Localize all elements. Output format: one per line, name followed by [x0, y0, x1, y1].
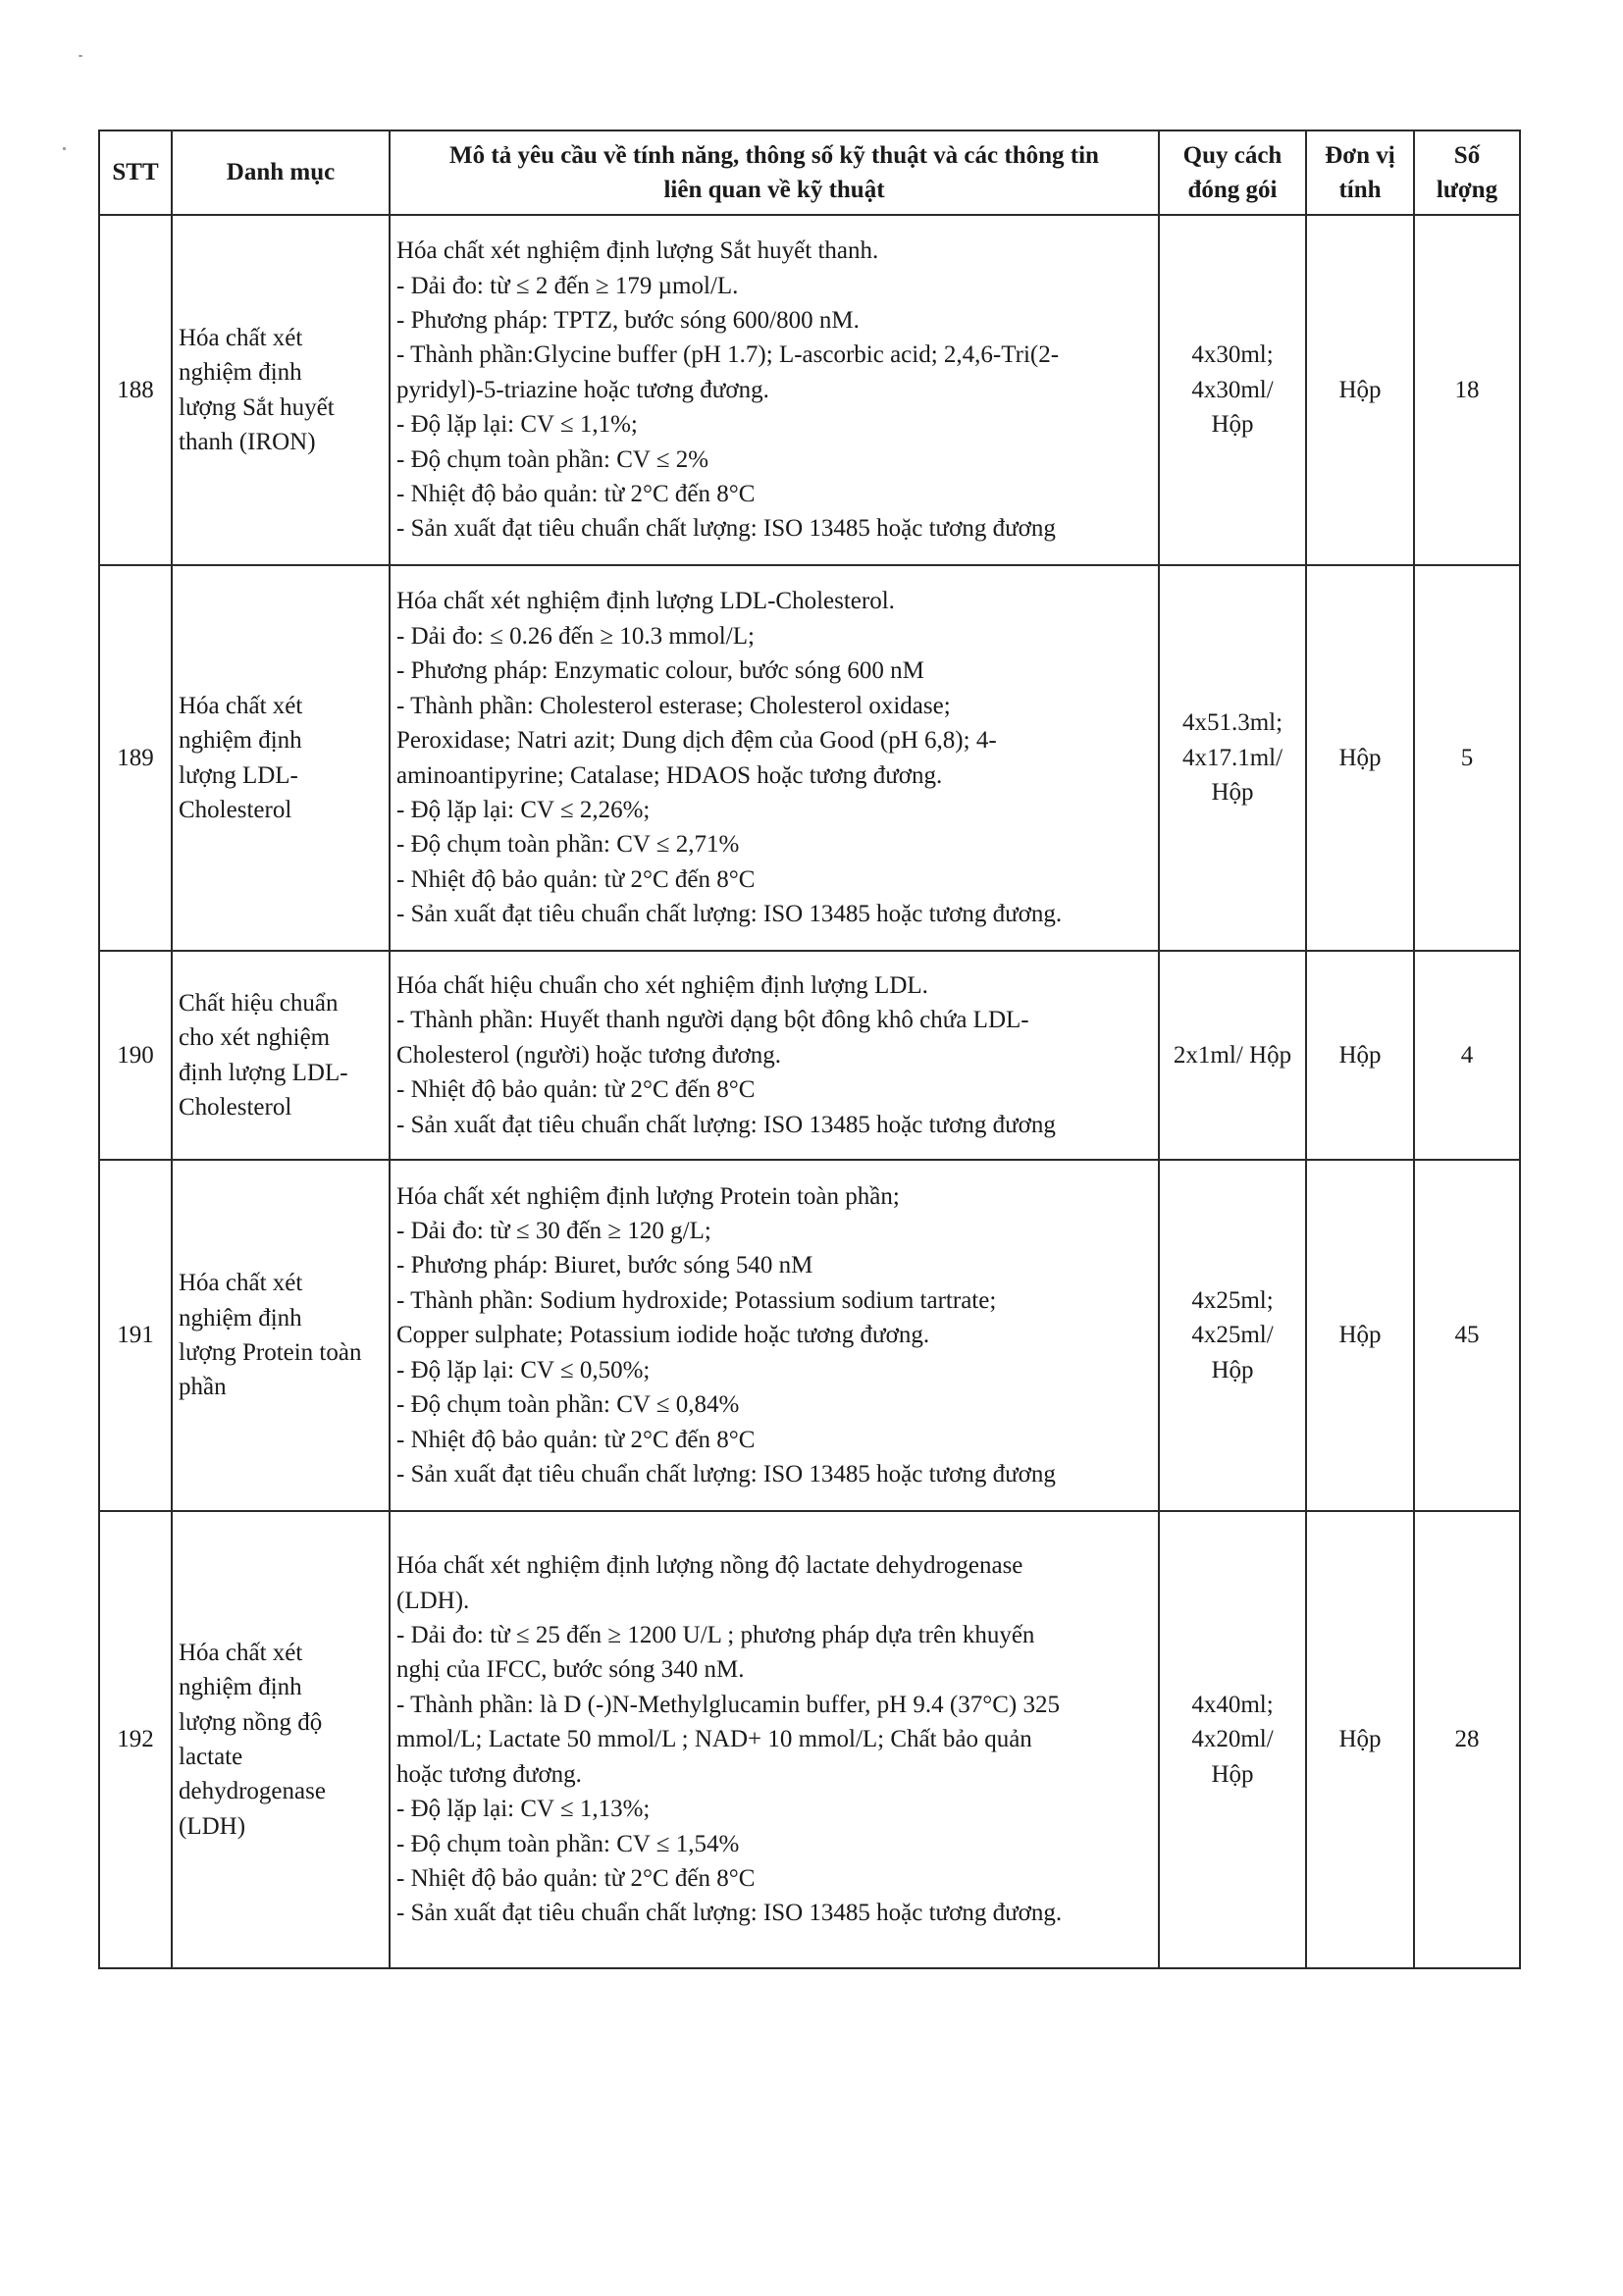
packaging-line: 4x51.3ml;: [1181, 709, 1283, 737]
packaging-line: 4x40ml;: [1191, 1691, 1274, 1718]
quantity-text: 45: [1454, 1322, 1480, 1349]
item-unit: [1306, 1511, 1414, 1968]
description-line: - Phương pháp: Enzymatic colour, bước sóng 600 nM: [396, 657, 924, 685]
row-number: [99, 951, 172, 1160]
packaging-line: 4x25ml/: [1191, 1322, 1274, 1349]
description-line: Peroxidase; Natri azit; Dung dịch đệm của Good (pH 6,8); 4-: [396, 727, 997, 755]
description-line: - Nhiệt độ bảo quản: từ 2°C đến 8°C: [396, 481, 756, 508]
description-line: - Sản xuất đạt tiêu chuẩn chất lượng: ISO 13485 hoặc tương đương.: [396, 901, 1063, 928]
item-name-line: Hóa chất xét: [179, 1270, 303, 1297]
item-name-line: nghiệm định: [179, 359, 302, 387]
item-unit: [1306, 951, 1414, 1160]
quantity-text: 18: [1454, 376, 1480, 403]
item-name: [172, 565, 390, 951]
description-line: Hóa chất xét nghiệm định lượng Sắt huyết thanh.: [396, 237, 879, 265]
item-name-line: lactate: [179, 1744, 243, 1770]
row-number-text: 189: [117, 744, 154, 771]
scan-speck: [79, 55, 82, 57]
item-name-line: lượng Sắt huyết: [179, 393, 335, 421]
quantity-text: 4: [1460, 1041, 1474, 1069]
specification-table: [98, 130, 1521, 1969]
item-packaging: [1159, 951, 1306, 1160]
packaging-line: Hộp: [1211, 411, 1254, 439]
description-line: - Độ lặp lại: CV ≤ 2,26%;: [396, 796, 651, 823]
description-line: Copper sulphate; Potassium iodide hoặc tương đương.: [396, 1322, 930, 1349]
description-line: - Dải đo: từ ≤ 25 đến ≥ 1200 U/L ; phương pháp dựa trên khuyến: [396, 1622, 1035, 1649]
unit-text: Hộp: [1338, 1322, 1382, 1349]
table-body: [99, 215, 1520, 1968]
item-description: [390, 951, 1159, 1160]
item-name-line: cho xét nghiệm: [179, 1024, 331, 1052]
item-name-line: nghiệm định: [179, 1304, 302, 1331]
header-row: [99, 130, 1520, 215]
quantity-text: 5: [1460, 744, 1474, 771]
description-line: - Thành phần: Sodium hydroxide; Potassium sodium tartrate;: [396, 1286, 997, 1314]
item-name: [172, 1160, 390, 1511]
description-line: - Độ chụm toàn phần: CV ≤ 1,54%: [396, 1830, 740, 1857]
header-name: Danh mục: [172, 130, 390, 215]
row-number: [99, 215, 172, 565]
row-number-text: 192: [117, 1726, 154, 1753]
item-name-line: lượng Protein toàn: [179, 1339, 362, 1366]
item-packaging: [1159, 565, 1306, 951]
item-name: [172, 951, 390, 1160]
packaging-line: Hộp: [1211, 1760, 1254, 1788]
description-line: - Thành phần: Cholesterol esterase; Cholesterol oxidase;: [396, 692, 951, 719]
description-line: - Sản xuất đạt tiêu chuẩn chất lượng: ISO 13485 hoặc tương đương.: [396, 1900, 1063, 1927]
item-name-line: Hóa chất xét: [179, 1639, 303, 1666]
item-description: [390, 215, 1159, 565]
item-quantity: [1414, 1511, 1520, 1968]
item-quantity: [1414, 951, 1520, 1160]
unit-text: Hộp: [1338, 1726, 1382, 1753]
description-line: - Dải đo: từ ≤ 2 đến ≥ 179 µmol/L.: [396, 272, 739, 299]
packaging-line: Hộp: [1211, 779, 1254, 807]
item-unit: [1306, 565, 1414, 951]
description-line: - Độ chụm toàn phần: CV ≤ 2%: [396, 445, 709, 473]
header-quantity: Số lượng: [1414, 130, 1520, 215]
description-line: - Nhiệt độ bảo quản: từ 2°C đến 8°C: [396, 1426, 756, 1453]
item-packaging: [1159, 215, 1306, 565]
description-line: hoặc tương đương.: [396, 1760, 582, 1788]
item-name-line: lượng LDL-: [179, 761, 298, 789]
item-name-line: nghiệm định: [179, 1674, 302, 1701]
table-row: [99, 951, 1520, 1160]
item-name-line: Chất hiệu chuẩn: [179, 989, 339, 1017]
description-line: aminoantipyrine; Catalase; HDAOS hoặc tương đương.: [396, 761, 943, 789]
item-quantity: [1414, 1160, 1520, 1511]
row-number-text: 190: [117, 1041, 154, 1069]
description-line: - Thành phần:Glycine buffer (pH 1.7); L-ascorbic acid; 2,4,6-Tri(2-: [396, 341, 1060, 369]
item-packaging: [1159, 1511, 1306, 1968]
packaging-line: 4x20ml/: [1191, 1726, 1274, 1753]
description-line: - Phương pháp: TPTZ, bước sóng 600/800 nM.: [396, 306, 860, 334]
description-line: Hóa chất xét nghiệm định lượng Protein toàn phần;: [396, 1182, 900, 1210]
item-name-line: lượng nồng độ: [179, 1708, 323, 1736]
item-name-line: Cholesterol: [179, 1093, 292, 1121]
row-number-text: 191: [117, 1322, 154, 1349]
item-name-line: dehydrogenase: [179, 1778, 326, 1805]
description-line: - Sản xuất đạt tiêu chuẩn chất lượng: ISO 13485 hoặc tương đương: [396, 1460, 1056, 1487]
description-line: - Độ lặp lại: CV ≤ 1,13%;: [396, 1796, 651, 1823]
description-line: - Độ chụm toàn phần: CV ≤ 2,71%: [396, 831, 740, 859]
packaging-line: 4x30ml/: [1191, 376, 1274, 403]
item-name-line: phần: [179, 1374, 227, 1401]
item-quantity: [1414, 215, 1520, 565]
description-line: Hóa chất xét nghiệm định lượng nồng độ lactate dehydrogenase: [396, 1552, 1023, 1580]
quantity-text: 28: [1454, 1726, 1480, 1753]
description-line: - Phương pháp: Biuret, bước sóng 540 nM: [396, 1252, 813, 1279]
packaging-line: 4x30ml;: [1191, 341, 1274, 369]
item-name-line: thanh (IRON): [179, 428, 316, 455]
item-unit: [1306, 215, 1414, 565]
packaging-line: 2x1ml/ Hộp: [1173, 1041, 1292, 1069]
scan-speck: [63, 147, 66, 150]
header-stt: STT: [99, 130, 172, 215]
row-number-text: 188: [117, 376, 154, 403]
description-line: - Độ lặp lại: CV ≤ 1,1%;: [396, 411, 638, 439]
description-line: mmol/L; Lactate 50 mmol/L ; NAD+ 10 mmol/L; Chất bảo quản: [396, 1726, 1032, 1753]
item-unit: [1306, 1160, 1414, 1511]
table-row: [99, 215, 1520, 565]
description-line: - Nhiệt độ bảo quản: từ 2°C đến 8°C: [396, 1076, 756, 1104]
item-name-line: Hóa chất xét: [179, 692, 303, 719]
description-line: - Độ lặp lại: CV ≤ 0,50%;: [396, 1356, 651, 1383]
item-name-line: Hóa chất xét: [179, 324, 303, 351]
table-row: [99, 565, 1520, 951]
description-line: - Sản xuất đạt tiêu chuẩn chất lượng: ISO 13485 hoặc tương đương: [396, 1111, 1056, 1138]
row-number: [99, 1160, 172, 1511]
unit-text: Hộp: [1338, 744, 1382, 771]
unit-text: Hộp: [1338, 1041, 1382, 1069]
description-line: nghị của IFCC, bước sóng 340 nM.: [396, 1656, 745, 1684]
description-line: - Nhiệt độ bảo quản: từ 2°C đến 8°C: [396, 1864, 756, 1892]
item-description: [390, 565, 1159, 951]
table-row: [99, 1160, 1520, 1511]
packaging-line: Hộp: [1211, 1356, 1254, 1383]
description-line: - Thành phần: Huyết thanh người dạng bột đông khô chứa LDL-: [396, 1007, 1029, 1034]
item-description: [390, 1160, 1159, 1511]
header-description: Mô tả yêu cầu về tính năng, thông số kỹ thuật và các thông tin liên quan về kỹ thuật: [390, 130, 1159, 215]
item-name-line: nghiệm định: [179, 727, 302, 755]
header-packaging: Quy cách đóng gói: [1159, 130, 1306, 215]
description-line: - Độ chụm toàn phần: CV ≤ 0,84%: [396, 1391, 740, 1419]
row-number: [99, 565, 172, 951]
description-line: Hóa chất xét nghiệm định lượng LDL-Cholesterol.: [396, 588, 895, 615]
description-line: pyridyl)-5-triazine hoặc tương đương.: [396, 376, 769, 403]
description-line: Cholesterol (người) hoặc tương đương.: [396, 1041, 782, 1069]
description-line: - Thành phần: là D (-)N-Methylglucamin buffer, pH 9.4 (37°C) 325: [396, 1691, 1060, 1718]
item-description: [390, 1511, 1159, 1968]
unit-text: Hộp: [1338, 376, 1382, 403]
item-quantity: [1414, 565, 1520, 951]
table-row: [99, 1511, 1520, 1968]
packaging-line: 4x17.1ml/: [1181, 744, 1283, 771]
description-line: - Nhiệt độ bảo quản: từ 2°C đến 8°C: [396, 865, 756, 893]
description-line: - Dải đo: từ ≤ 30 đến ≥ 120 g/L;: [396, 1218, 711, 1245]
description-line: Hóa chất hiệu chuẩn cho xét nghiệm định lượng LDL.: [396, 971, 928, 999]
item-name: [172, 1511, 390, 1968]
row-number: [99, 1511, 172, 1968]
item-name-line: (LDH): [179, 1812, 246, 1840]
packaging-line: 4x25ml;: [1191, 1286, 1274, 1314]
item-name: [172, 215, 390, 565]
header-unit: Đơn vị tính: [1306, 130, 1414, 215]
item-packaging: [1159, 1160, 1306, 1511]
description-line: (LDH).: [396, 1587, 470, 1614]
item-name-line: định lượng LDL-: [179, 1059, 348, 1086]
description-line: - Dải đo: ≤ 0.26 đến ≥ 10.3 mmol/L;: [396, 622, 755, 650]
item-name-line: Cholesterol: [179, 796, 292, 823]
description-line: - Sản xuất đạt tiêu chuẩn chất lượng: ISO 13485 hoặc tương đương: [396, 515, 1056, 543]
